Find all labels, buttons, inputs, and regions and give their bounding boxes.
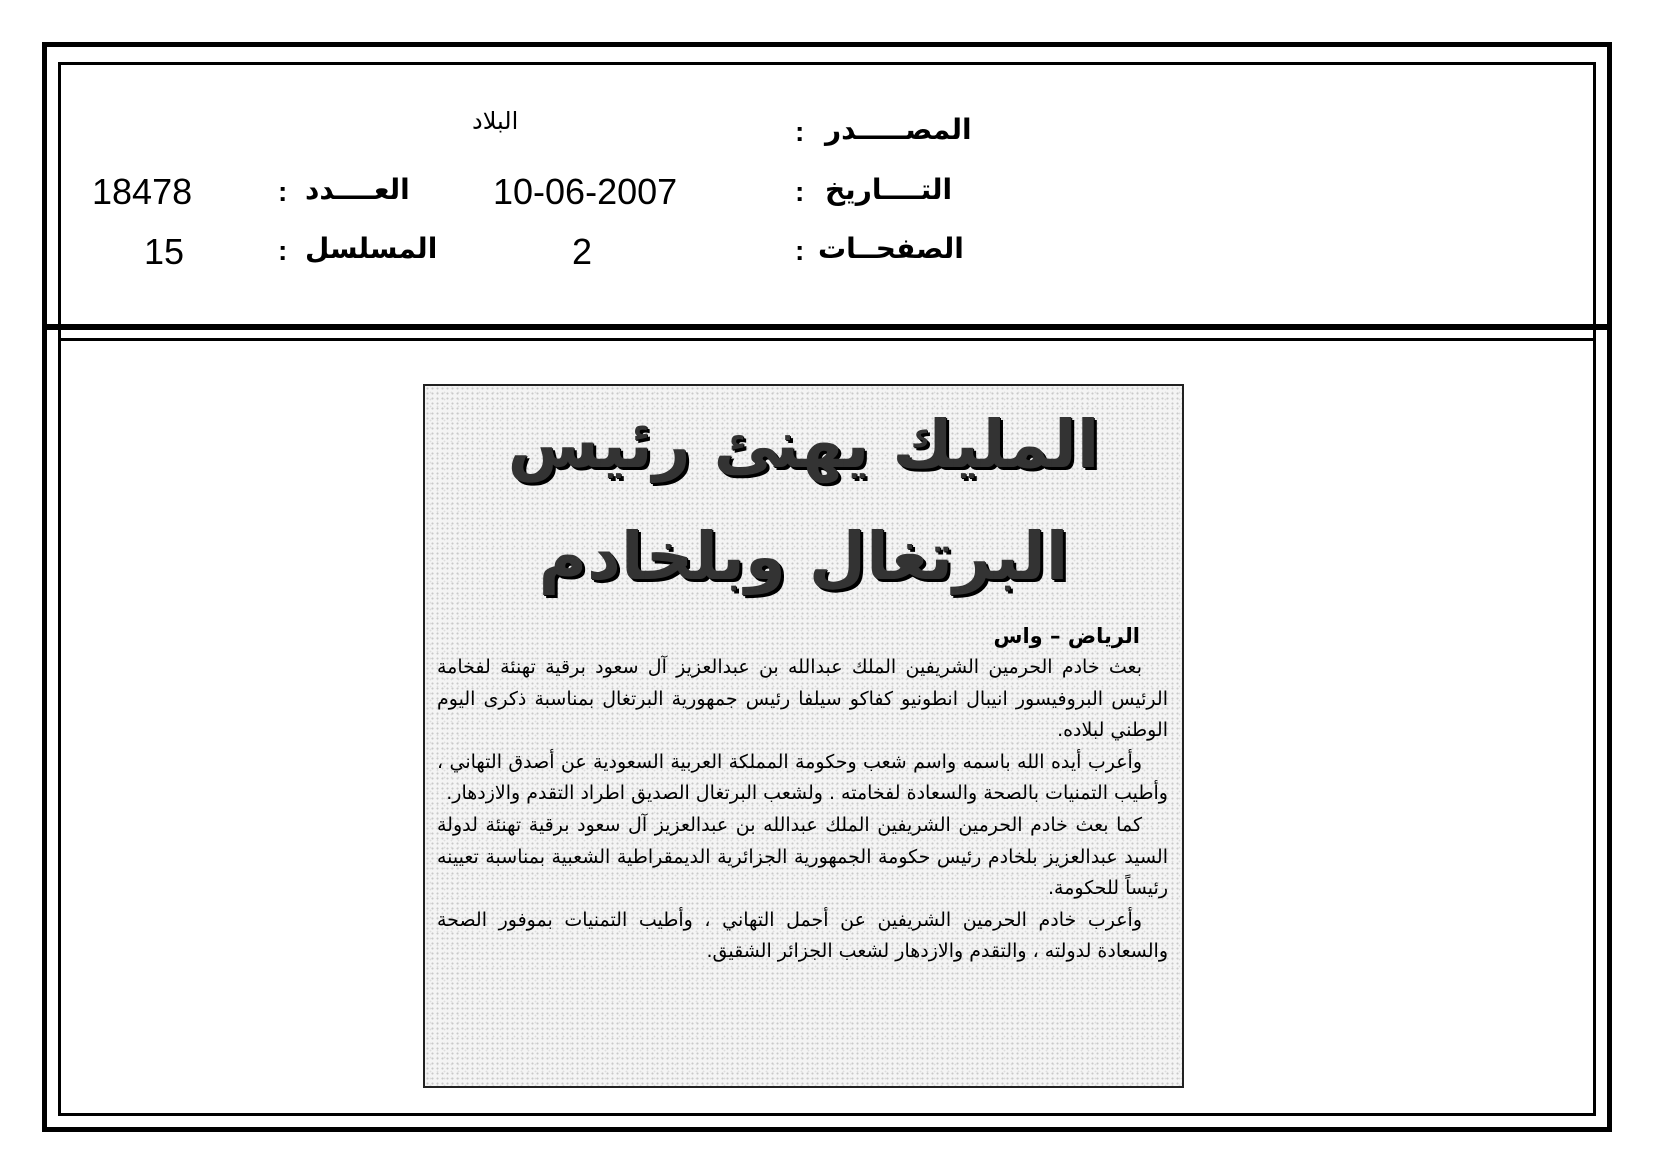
date-label: التــــاريخ [825,173,953,206]
header-divider-inner [58,338,1596,341]
headline-line-1: المليك يهنئ رئيس [507,406,1100,483]
date-colon: : [795,176,805,207]
source-label: المصـــــدر [825,113,972,146]
serial-label: المسلسل [305,232,438,265]
article-paragraph: وأعرب أيده الله باسمه واسم شعب وحكومة المملكة العربية السعودية عن أصدق التهاني ، وأطيب التمنيات بالصحة والسعادة لفخامته . ولشعب البرتغال الصديق اطراد التقدم والازدهار. [437,750,1168,805]
newspaper-clipping [423,384,1184,1088]
issue-value: 18478 [92,171,193,212]
article-paragraph: كما بعث خادم الحرمين الشريفين الملك عبدالله بن عبدالعزيز آل سعود برقية تهنئة لدولة السيد عبدالعزيز بلخادم رئيس حكومة الجمهورية الجزائرية الديمقراطية الشعبية بمناسبة تعيينه رئيساً للحكومة. [437,813,1168,900]
issue-colon: : [278,176,288,207]
pages-colon: : [795,235,805,266]
serial-colon: : [278,235,288,266]
article-dateline: الرياض – واس [993,624,1140,648]
pages-label: الصفحــات [818,232,964,265]
date-value: 10-06-2007 [493,171,678,212]
pages-value: 2 [572,231,593,272]
article-paragraph: بعث خادم الحرمين الشريفين الملك عبدالله بن عبدالعزيز آل سعود برقية تهنئة لفخامة الرئيس البروفيسور انيبال انطونيو كفاكو سيلفا رئيس جمهورية البرتغال بمناسبة ذكرى اليوم الوطني لبلاده. [437,656,1168,742]
source-colon: : [795,116,805,147]
header-divider [42,324,1612,330]
headline-line-2: البرتغال وبلخادم [538,518,1069,595]
article-paragraph: وأعرب خادم الحرمين الشريفين عن أجمل التهاني ، وأطيب التمنيات بموفور الصحة والسعادة لدولته ، والتقدم والازدهار لشعب الجزائر الشقيق. [437,908,1168,963]
serial-value: 15 [144,231,185,272]
issue-label: العــــدد [305,173,410,206]
article-body [437,652,1168,968]
source-value: البلاد [472,107,519,135]
